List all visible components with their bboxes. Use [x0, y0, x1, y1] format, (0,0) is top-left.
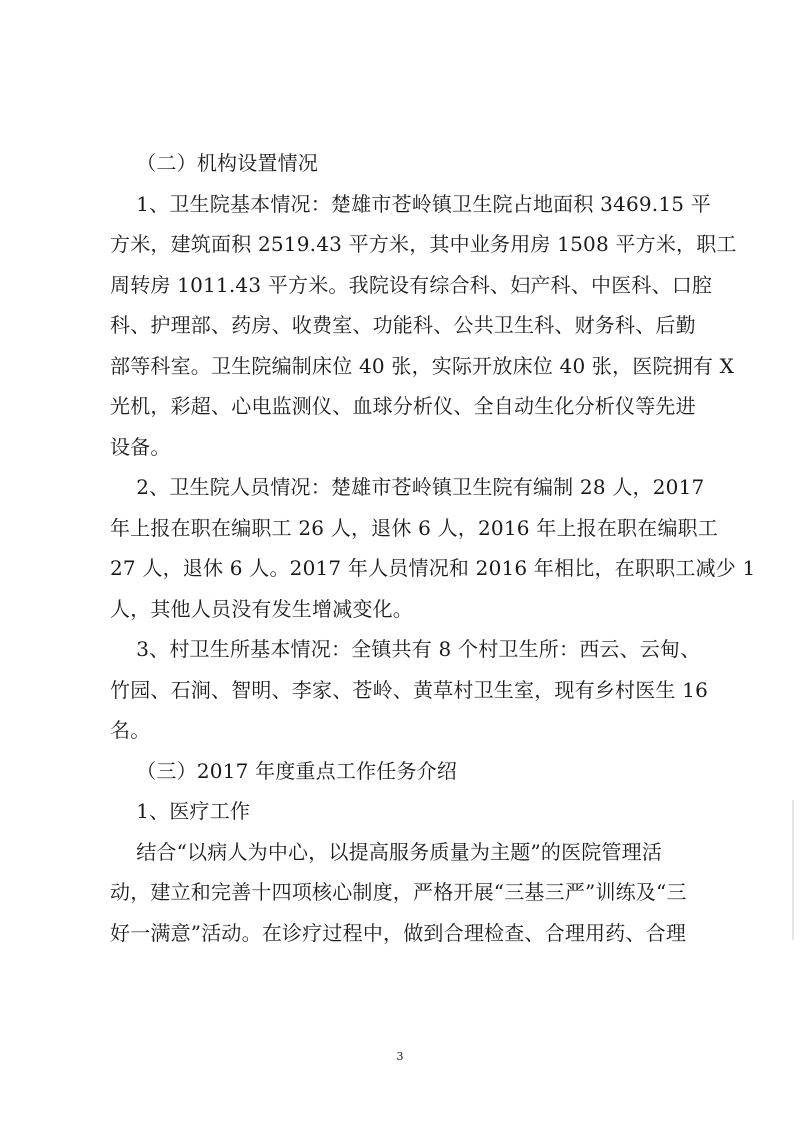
paragraph-line: 周转房 1011.43 平方米。我院设有综合科、妇产科、中医科、口腔: [110, 272, 713, 297]
paragraph-line: 科、护理部、药房、收费室、功能科、公共卫生科、财务科、后勤: [110, 313, 696, 337]
paragraph-line: 年上报在职在编职工 26 人，退休 6 人，2016 年上报在职在编职工: [110, 515, 719, 540]
paragraph-line: 2、卫生院人员情况：楚雄市苍岭镇卫生院有编制 28 人，2017: [110, 475, 705, 499]
page-number: 3: [396, 1050, 404, 1063]
paragraph-line: 好一满意”活动。在诊疗过程中，做到合理检查、合理用药、合理: [110, 920, 687, 945]
paragraph-line: 结合“以病人为中心，以提高服务质量为主题”的医院管理活: [110, 839, 663, 864]
paragraph-line: 1、卫生院基本情况：楚雄市苍岭镇卫生院占地面积 3469.15 平: [110, 191, 711, 216]
section-heading-institution-setup: （二）机构设置情况: [110, 151, 319, 175]
paragraph-line: 设备。: [110, 434, 171, 459]
paragraph-line: 人，其他人员没有发生增减变化。: [110, 596, 413, 621]
paragraph-line: 方米，建筑面积 2519.43 平方米，其中业务用房 1508 平方米，职工: [110, 232, 737, 256]
document-body: [110, 143, 756, 953]
subsection-heading-medical-work: 1、医疗工作: [110, 799, 251, 823]
paragraph-line: 3、村卫生所基本情况：全镇共有 8 个村卫生所：西云、云甸、: [110, 637, 701, 661]
paragraph-line: 动，建立和完善十四项核心制度，严格开展“三基三严”训练及“三: [110, 880, 687, 904]
paragraph-line: 名。: [110, 718, 151, 742]
paragraph-line: 光机，彩超、心电监测仪、血球分析仪、全自动生化分析仪等先进: [110, 394, 696, 418]
paragraph-line: 27 人，退休 6 人。2017 年人员情况和 2016 年相比，在职职工减少 1: [110, 556, 756, 580]
paragraph-line: 竹园、石涧、智明、李家、苍岭、黄草村卫生室，现有乡村医生 16: [110, 677, 709, 702]
section-heading-key-tasks-2017: （三）2017 年度重点工作任务介绍: [110, 758, 458, 783]
scan-edge-mark: [792, 800, 794, 940]
paragraph-line: 部等科室。卫生院编制床位 40 张，实际开放床位 40 张，医院拥有 X: [110, 353, 735, 378]
